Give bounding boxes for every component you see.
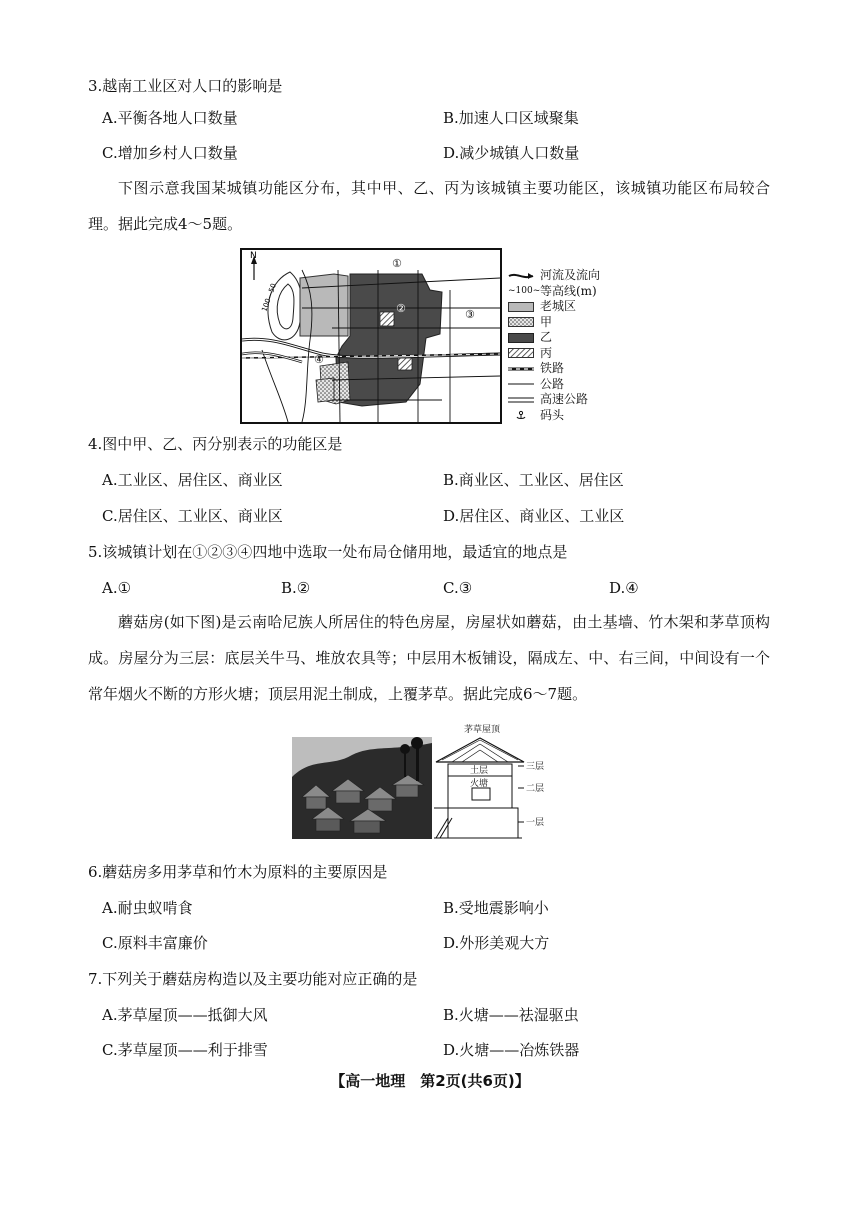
site-2: ② [396, 302, 406, 315]
site-3: ③ [465, 308, 475, 321]
photo-svg [292, 737, 432, 839]
label-earth-layer: 土层 [470, 766, 489, 776]
q3-stem: 3.越南工业区对人口的影响是 [88, 77, 283, 95]
anchor-icon [508, 410, 534, 420]
label-floor-3: 三层 [526, 762, 545, 772]
legend-railway [508, 361, 600, 377]
jia-swatch [508, 317, 534, 327]
map-legend [508, 268, 600, 423]
legend-road-label: 公路 [540, 376, 565, 391]
label-floor-2: 二层 [526, 784, 545, 794]
site-4: ④ [314, 353, 324, 366]
mushroom-house-diagram [432, 722, 572, 842]
q6-option-c: C.原料丰富廉价 [102, 934, 208, 952]
q6-option-a: A.耐虫蚁啃食 [102, 899, 193, 917]
legend-old-town [508, 299, 600, 315]
site-1: ① [392, 257, 402, 270]
legend-railway-label: 铁路 [540, 361, 565, 375]
label-floor-1: 一层 [526, 818, 545, 828]
q3-option-b: B.加速人口区域聚集 [443, 109, 579, 127]
legend-yi [508, 330, 600, 346]
q4-option-a: A.工业区、居住区、商业区 [102, 471, 283, 489]
q3-option-d: D.减少城镇人口数量 [443, 144, 580, 162]
q4-stem: 4.图中甲、乙、丙分别表示的功能区是 [88, 435, 343, 453]
legend-wharf-label: 码头 [540, 407, 565, 422]
q7-option-b: B.火塘——祛湿驱虫 [443, 1006, 579, 1024]
q4-option-d: D.居住区、商业区、工业区 [443, 507, 625, 525]
q4-option-b: B.商业区、工业区、居住区 [443, 471, 624, 489]
label-roof: 茅草屋顶 [464, 725, 501, 735]
intro-q4-5: 下图示意我国某城镇功能区分布，其中甲、乙、丙为该城镇主要功能区，该城镇功能区布局较合理。据此完成4～5题。 [88, 179, 770, 233]
legend-old-town-label: 老城区 [540, 299, 577, 313]
q6-option-d: D.外形美观大方 [443, 934, 550, 952]
legend-yi-label: 乙 [540, 330, 553, 344]
legend-highway [508, 392, 600, 408]
q6-stem: 6.蘑菇房多用茅草和竹木为原料的主要原因是 [88, 863, 388, 881]
intro-q6-7: 蘑菇房(如下图)是云南哈尼族人所居住的特色房屋，房屋状如蘑菇，由土基墙、竹木架和茅草顶构成。房屋分为三层：底层关牛马、堆放农具等；中层用木板铺设，隔成左、中、右三间，中间设有一个常年烟火不断的方形火塘；顶层用泥土制成，上覆茅草。据此完成6～7题。 [88, 613, 770, 703]
q5-option-a: A.① [102, 579, 132, 597]
town-map-svg [242, 250, 500, 422]
river-icon [508, 271, 534, 281]
q7-option-c: C.茅草屋顶——利于排雪 [102, 1041, 268, 1059]
q3-option-a: A.平衡各地人口数量 [102, 109, 238, 127]
legend-jia-label: 甲 [540, 314, 553, 329]
yi-swatch [508, 333, 534, 343]
town-function-map [240, 248, 502, 424]
legend-jia [508, 315, 600, 331]
legend-river [508, 268, 600, 284]
q5-option-b: B.② [281, 579, 311, 597]
house-diagram-svg [432, 722, 572, 842]
q5-option-c: C.③ [443, 579, 473, 597]
legend-wharf [508, 408, 600, 424]
legend-contour [508, 284, 600, 300]
contour-label: 100—50 [260, 282, 278, 313]
q3-option-c: C.增加乡村人口数量 [102, 144, 238, 162]
q7-option-a: A.茅草屋顶——抵御大风 [102, 1006, 268, 1024]
road-icon [508, 379, 534, 389]
page-footer: 【高一地理 第2页(共6页)】 [330, 1072, 530, 1090]
q7-option-d: D.火塘——冶炼铁器 [443, 1041, 580, 1059]
bing-swatch [508, 348, 534, 358]
q4-option-c: C.居住区、工业区、商业区 [102, 507, 283, 525]
q6-option-b: B.受地震影响小 [443, 899, 549, 917]
legend-highway-label: 高速公路 [540, 392, 589, 406]
contour-icon: ~100~ [508, 286, 541, 297]
legend-bing-label: 丙 [540, 345, 553, 360]
legend-river-label: 河流及流向 [540, 268, 601, 282]
legend-road [508, 377, 600, 393]
legend-contour-label: 等高线(m) [540, 283, 597, 298]
q5-stem: 5.该城镇计划在①②③④四地中选取一处布局仓储用地，最适宜的地点是 [88, 543, 568, 561]
q5-option-d: D.④ [609, 579, 639, 597]
north-label: N [250, 251, 257, 261]
old-town-swatch [508, 302, 534, 312]
highway-icon [508, 395, 534, 405]
railway-icon [508, 364, 534, 374]
label-fire-pit: 火塘 [470, 779, 489, 789]
q7-stem: 7.下列关于蘑菇房构造以及主要功能对应正确的是 [88, 970, 418, 988]
legend-bing [508, 346, 600, 362]
mushroom-house-photo [292, 737, 432, 839]
